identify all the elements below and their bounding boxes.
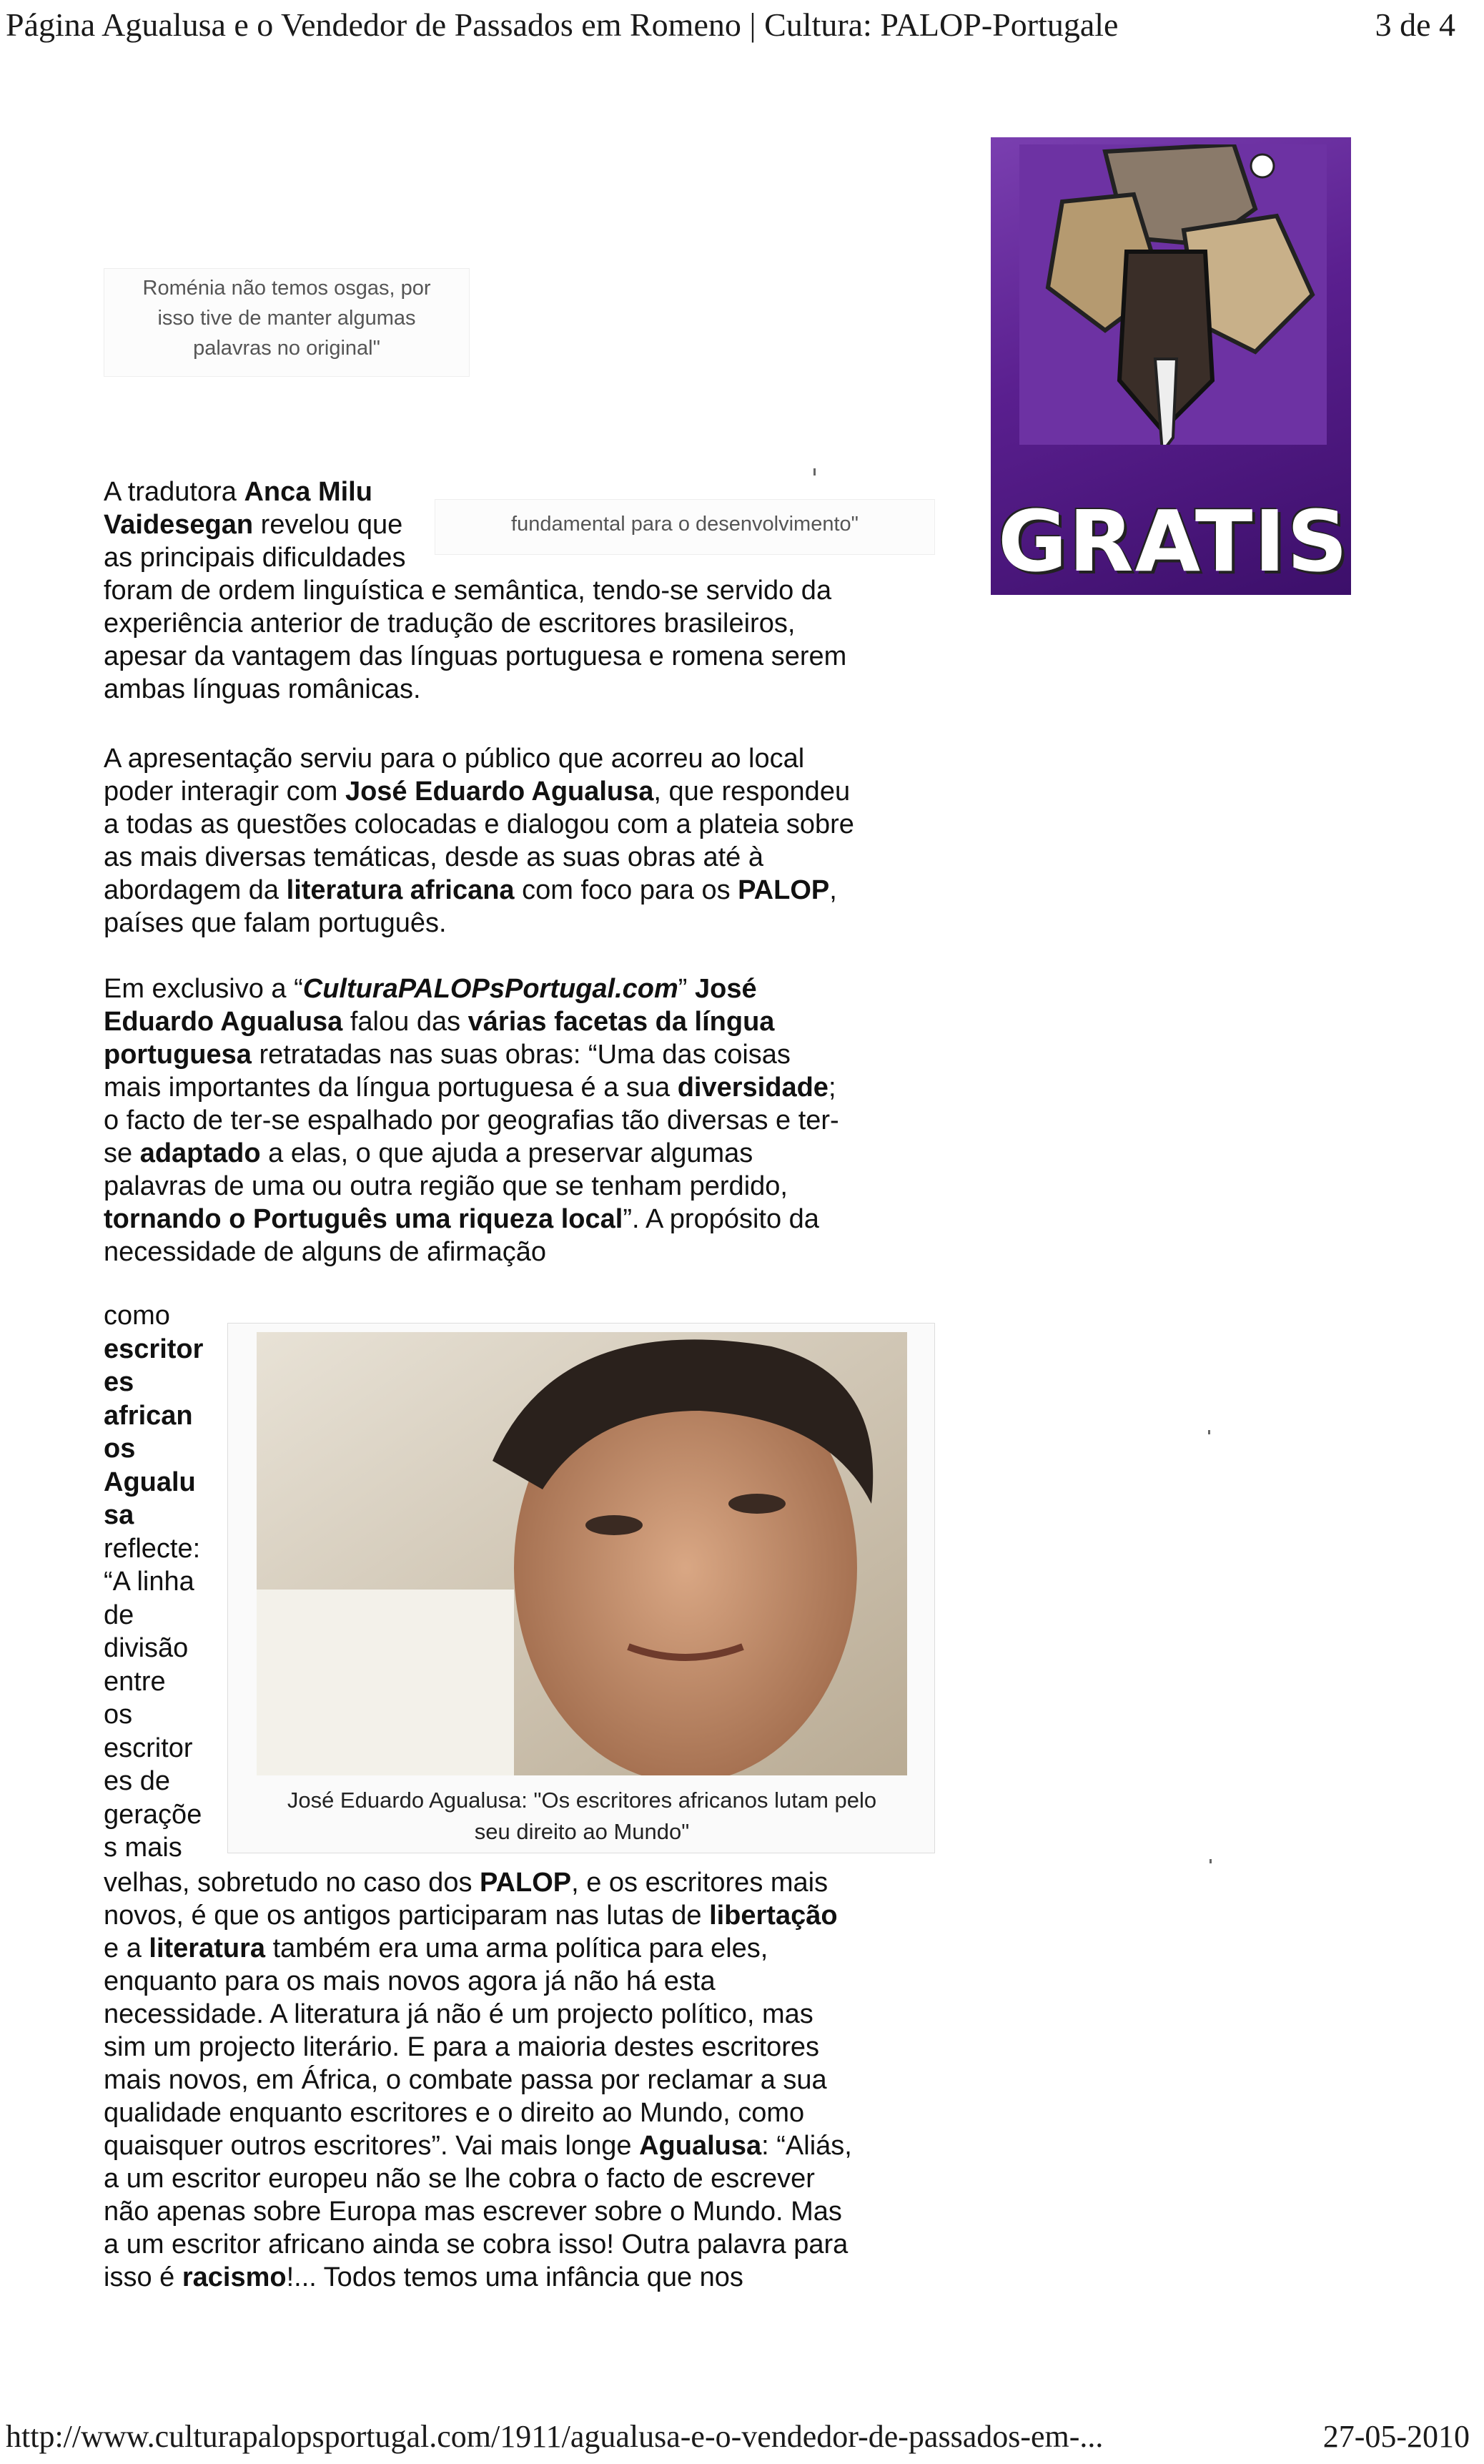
narrow-text-line: escritor bbox=[104, 1334, 204, 1364]
narrow-text-line: reflecte: bbox=[104, 1533, 201, 1564]
narrow-text-line: Agualu bbox=[104, 1467, 196, 1497]
paragraph: A tradutora Anca Milu Vaidesegan revelou que as principais dificuldades foram de ordem linguística e semântica, tendo-se servido da experiência anterior de tradução de escritores brasileiros, apesar da vantagem das línguas portuguesa e romena serem ambas línguas românicas. bbox=[104, 477, 847, 704]
pull-quote-2: fundamental para o desenvolvimento" bbox=[435, 499, 935, 555]
narrow-text-line: como bbox=[104, 1301, 170, 1331]
comic-character-illustration bbox=[1019, 144, 1327, 445]
print-date: 27-05-2010 bbox=[1322, 2419, 1470, 2454]
advertisement-banner[interactable] bbox=[991, 137, 1351, 595]
narrow-text-line: os bbox=[104, 1700, 133, 1730]
source-url: http://www.culturapalopsportugal.com/1911/agualusa-e-o-vendedor-de-passados-em-... bbox=[6, 2419, 1104, 2454]
scan-artifact bbox=[813, 468, 816, 475]
narrow-text-line: os bbox=[104, 1434, 136, 1464]
pull-quote-line: palavras no original" bbox=[193, 337, 380, 360]
narrow-text-line: geraçõe bbox=[104, 1799, 202, 1830]
narrow-text-line: escritor bbox=[104, 1733, 193, 1763]
page-title: Página Agualusa e o Vendedor de Passados em Romeno | Cultura: PALOP-Portugale bbox=[6, 6, 1119, 43]
narrow-text-column bbox=[104, 1299, 218, 1865]
scan-artifact bbox=[1210, 1859, 1212, 1863]
narrow-text-line: s mais bbox=[104, 1833, 182, 1863]
paragraph: Em exclusivo a “CulturaPALOPsPortugal.com” José Eduardo Agualusa falou das várias facetas da língua portuguesa retratadas nas suas obras: “Uma das coisas mais importantes da língua portuguesa é a sua diversidade; o facto de ter-se espalhado por geografias tão diversas e ter- se adaptado a elas, o que ajuda a preservar algumas palavras de uma ou outra região que se tenham perdido, tornando o Português uma riqueza local”. A propósito da necessidade de alguns de afirmação bbox=[104, 974, 839, 1267]
narrow-text-line: divisão bbox=[104, 1633, 189, 1663]
scan-artifact bbox=[1208, 1430, 1210, 1434]
narrow-text-line: es de bbox=[104, 1766, 170, 1796]
narrow-text-line: de bbox=[104, 1600, 134, 1630]
paragraph: A apresentação serviu para o público que acorreu ao local poder interagir com José Eduardo Agualusa, que respondeu a todas as questões colocadas e dialogou com a plateia sobre as mais diversas temáticas, desde as suas obras até à abordagem da literatura africana com foco para os PALOP, países que falam português. bbox=[104, 744, 854, 938]
narrow-text-line: entre bbox=[104, 1666, 166, 1697]
author-portrait-photo bbox=[257, 1332, 907, 1775]
narrow-text-line: african bbox=[104, 1400, 193, 1431]
page-number: 3 de 4 bbox=[1375, 6, 1455, 43]
pull-quote bbox=[104, 268, 470, 377]
narrow-text-line: sa bbox=[104, 1500, 134, 1530]
narrow-text-line: “A linha bbox=[104, 1567, 194, 1597]
ad-label: GRATIS bbox=[998, 492, 1350, 591]
pull-quote-line: Roménia não temos osgas, por bbox=[142, 277, 431, 300]
photo-caption: José Eduardo Agualusa: "Os escritores africanos lutam pelo seu direito ao Mundo" bbox=[287, 1788, 877, 1844]
photo-figure bbox=[227, 1323, 935, 1853]
paragraph: velhas, sobretudo no caso dos PALOP, e os escritores mais novos, é que os antigos participaram nas lutas de libertação e a literatura também era uma arma política para eles, enquanto para os mais novos agora já não há esta necessidade. A literatura já não é um projecto político, mas sim um projecto literário. E para a maioria destes escritores mais novos, em África, o combate passa por reclamar a sua qualidade enquanto escritores e o direito ao Mundo, como quaisquer outros escritores”. Vai mais longe Agualusa: “Aliás, a um escritor europeu não se lhe cobra o facto de escrever não apenas sobre Europa mas escrever sobre o Mundo. Mas a um escritor africano ainda se cobra isso! Outra palavra para isso é racismo!... Todos temos uma infância que nos bbox=[104, 1868, 852, 2292]
narrow-text-line: es bbox=[104, 1367, 134, 1397]
pull-quote-line: isso tive de manter algumas bbox=[157, 307, 416, 330]
